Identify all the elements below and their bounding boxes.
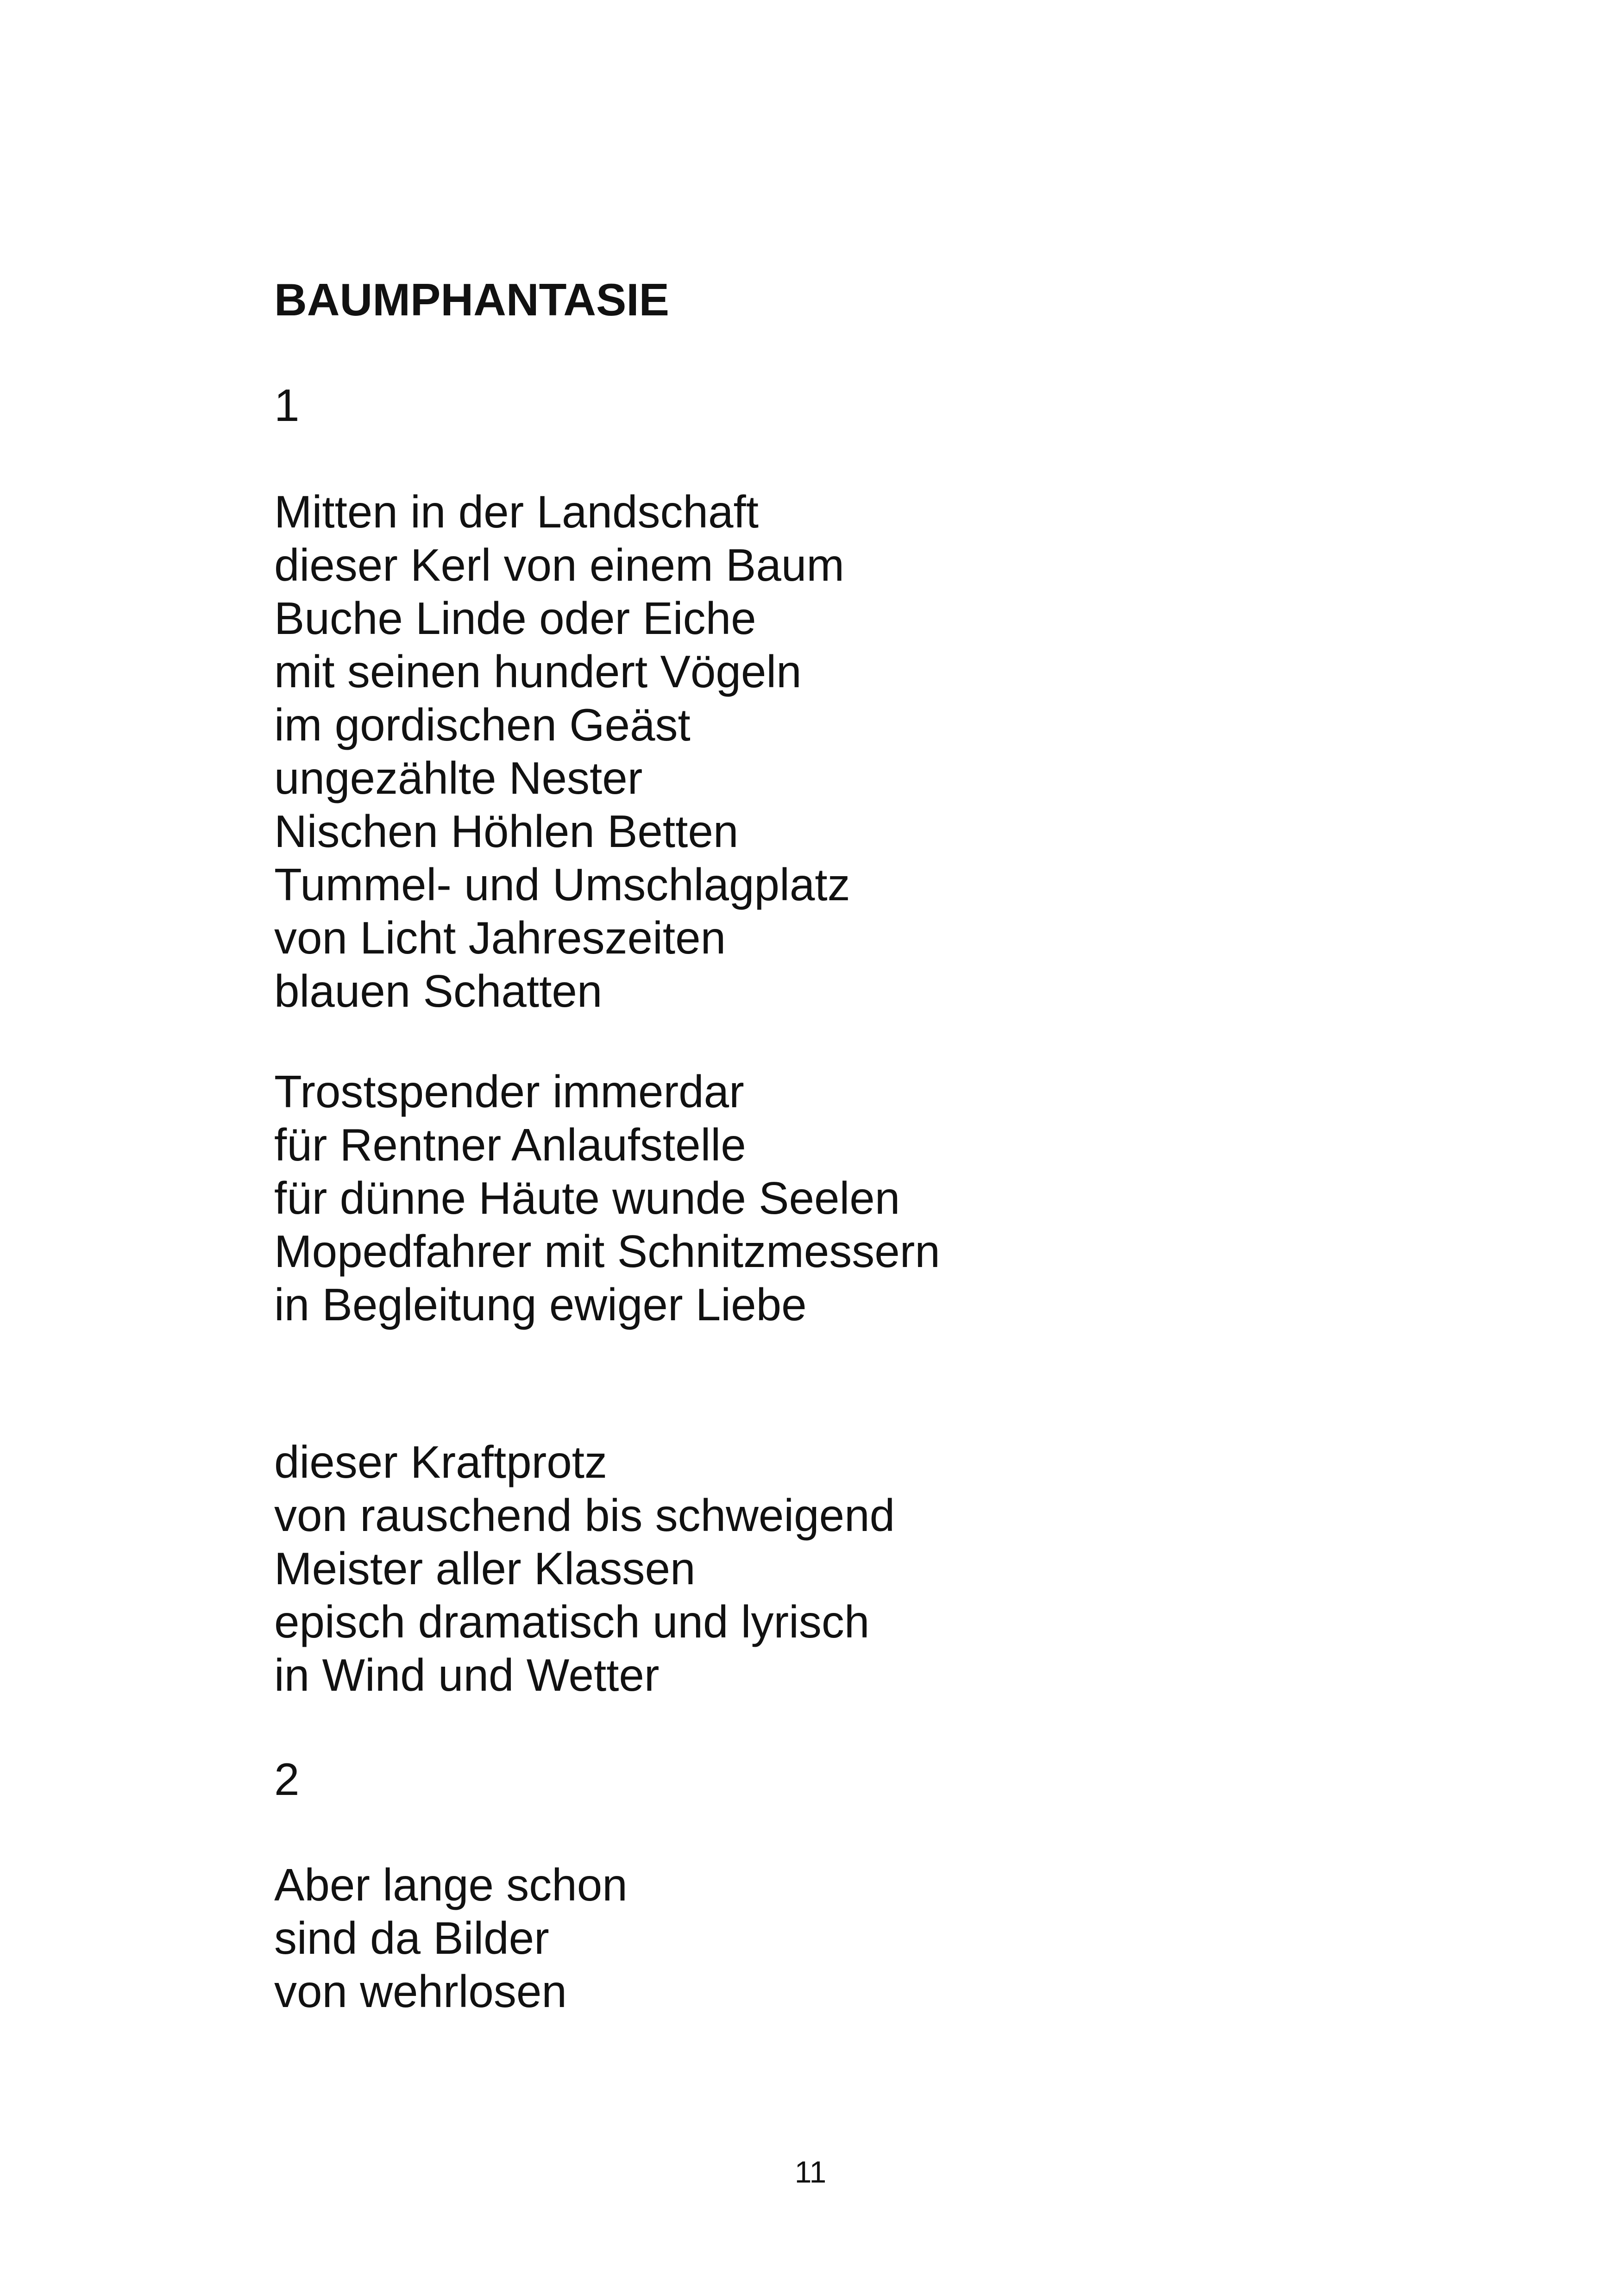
poem-line: Nischen Höhlen Betten [274,806,739,857]
poem-line: in Wind und Wetter [274,1650,660,1700]
poem-line: dieser Kraftprotz [274,1437,607,1487]
poem-line: episch dramatisch und lyrisch [274,1596,870,1647]
poem-line: mit seinen hundert Vögeln [274,646,802,697]
stanza-1-3 [274,1436,895,1702]
poem-line: Buche Linde oder Eiche [274,593,756,644]
poem-line: dieser Kerl von einem Baum [274,539,845,590]
poem-line: in Begleitung ewiger Liebe [274,1279,807,1330]
stanza-1-1 [274,485,850,1018]
stanza-2-1 [274,1858,628,2018]
poem-line: für Rentner Anlaufstelle [274,1119,746,1170]
poem-line: von Licht Jahreszeiten [274,912,726,963]
poem-line: blauen Schatten [274,966,603,1016]
poem-line: Trostspender immerdar [274,1066,744,1117]
poem-line: Meister aller Klassen [274,1543,696,1594]
poem-line: ungezählte Nester [274,753,643,803]
poem-line: für dünne Häute wunde Seelen [274,1173,900,1223]
poem-line: Aber lange schon [274,1859,628,1910]
stanza-1-2 [274,1065,940,1331]
poem-line: sind da Bilder [274,1913,549,1964]
poem-line: Mopedfahrer mit Schnitzmessern [274,1226,940,1277]
poem-line: Tummel- und Umschlagplatz [274,859,850,910]
poem-line: von rauschend bis schweigend [274,1490,895,1541]
section-number-2: 2 [274,1754,300,1805]
section-number-1: 1 [274,380,300,431]
poem-title: BAUMPHANTASIE [274,274,669,325]
poem-line: von wehrlosen [274,1966,567,2017]
poem-line: im gordischen Geäst [274,699,691,750]
poem-line: Mitten in der Landschaft [274,486,759,537]
page-number: 11 [794,2155,827,2189]
